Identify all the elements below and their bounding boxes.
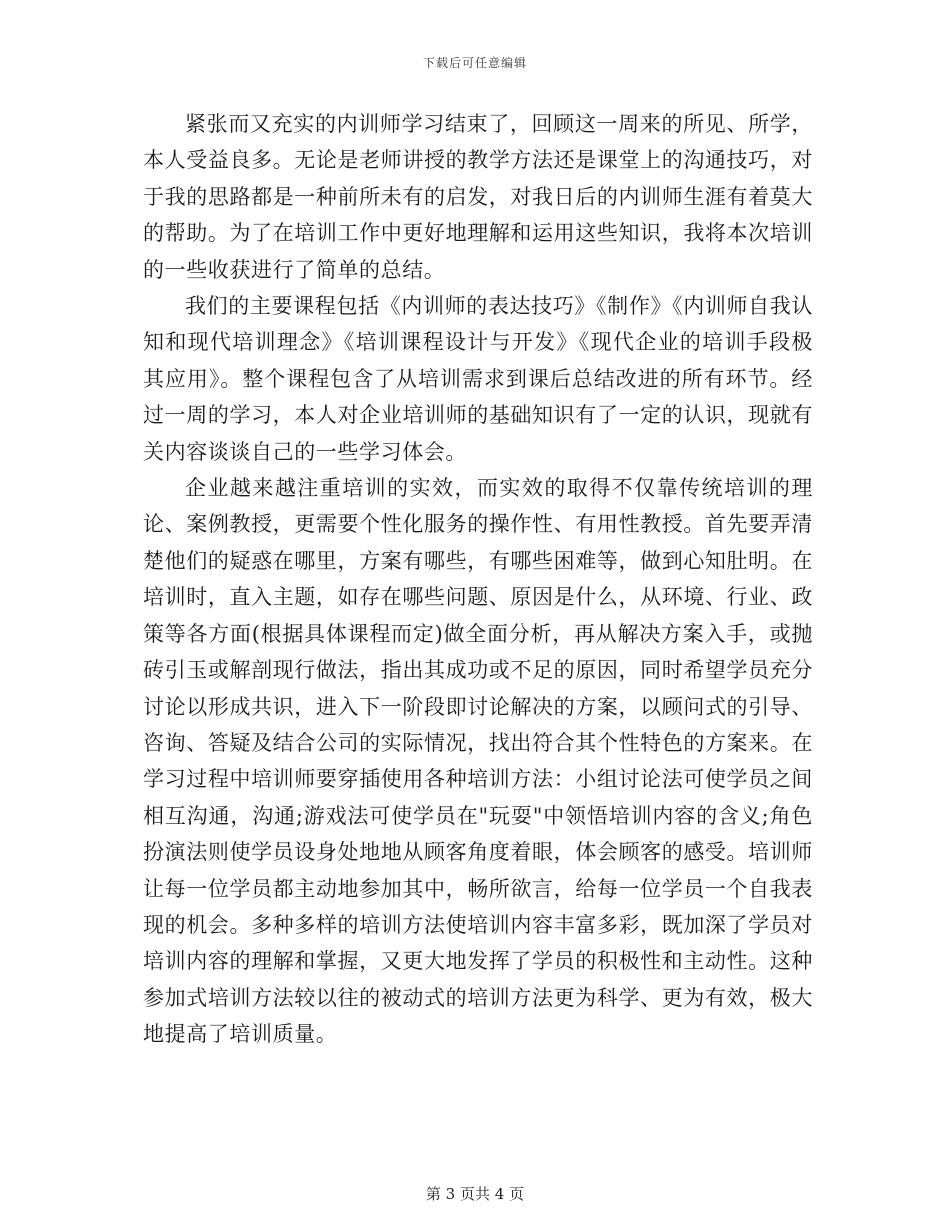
document-body (143, 106, 813, 1053)
paragraph-1: 紧张而又充实的内训师学习结束了，回顾这一周来的所见、所学，本人受益良多。无论是老师讲授的教学方法还是课堂上的沟通技巧，对于我的思路都是一种前所未有的启发，对我日后的内训师生涯有着莫大的帮助。为了在培训工作中更好地理解和运用这些知识，我将本次培训的一些收获进行了简单的总结。 (143, 112, 813, 282)
paragraph-3: 企业越来越注重培训的实效，而实效的取得不仅靠传统培训的理论、案例教授，更需要个性化服务的操作性、有用性教授。首先要弄清楚他们的疑惑在哪里，方案有哪些，有哪些困难等，做到心知肚明。在培训时，直入主题，如存在哪些问题、原因是什么，从环境、行业、政策等各方面(根据具体课程而定)做全面分析，再从解决方案入手，或抛砖引玉或解剖现行做法，指出其成功或不足的原因，同时希望学员充分讨论以形成共识，进入下一阶段即讨论解决的方案，以顾问式的引导、咨询、答疑及结合公司的实际情况，找出符合其个性特色的方案来。在学习过程中培训师要穿插使用各种培训方法：小组讨论法可使学员之间相互沟通，沟通;游戏法可使学员在"玩耍"中领悟培训内容的含义;角色扮演法则使学员设身处地地从顾客角度着眼，体会顾客的感受。培训师让每一位学员都主动地参加其中，畅所欲言，给每一位学员一个自我表现的机会。多种多样的培训方法使培训内容丰富多彩，既加深了学员对培训内容的理解和掌握，又更大地发挥了学员的积极性和主动性。这种参加式培训方法较以往的被动式的培训方法更为科学、更为有效，极大地提高了培训质量。 (143, 476, 813, 1047)
paragraph-2: 我们的主要课程包括《内训师的表达技巧》《制作》《内训师自我认知和现代培训理念》《培训课程设计与开发》《现代企业的培训手段极其应用》。整个课程包含了从培训需求到课后总结改进的所有环节。经过一周的学习，本人对企业培训师的基础知识有了一定的认识，现就有关内容谈谈自己的一些学习体会。 (143, 294, 813, 464)
page-number: 第 3 页共 4 页 (425, 1185, 525, 1203)
page-header: 下载后可任意编辑 (422, 56, 527, 70)
